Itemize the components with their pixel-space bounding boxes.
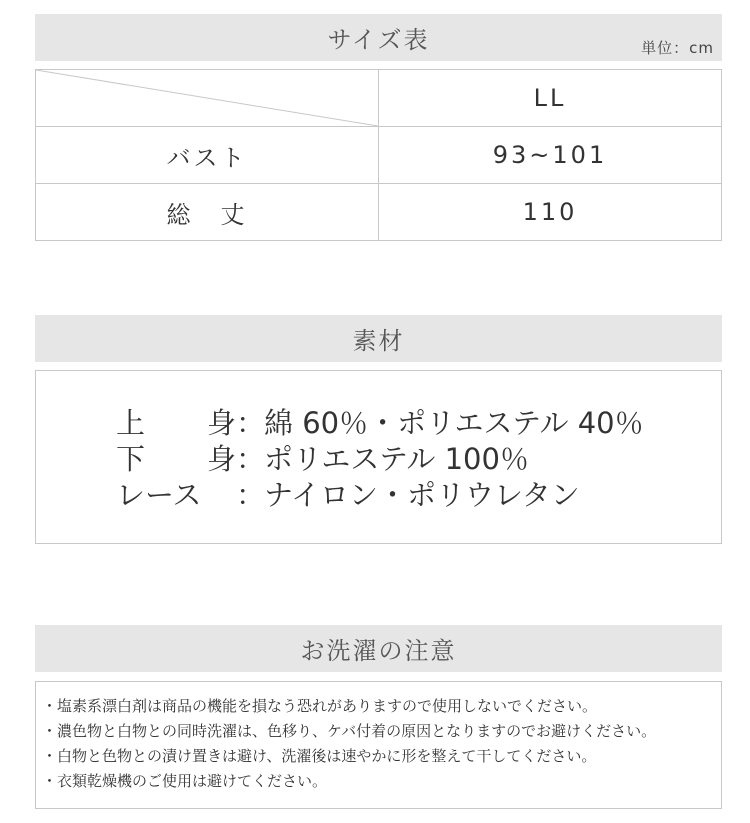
row-value-length: 110 (379, 184, 722, 241)
row-label-length: 総 丈 (36, 184, 379, 241)
care-heading (35, 625, 722, 672)
list-item: ・白物と色物との漬け置きは避け、洗濯後は速やかに形を整えて干してください。 (42, 747, 597, 765)
material-heading (35, 315, 722, 362)
material-title: 素材 (352, 327, 405, 355)
size-table-heading (35, 14, 722, 61)
list-item: ・塩素系漂白剤は商品の機能を損なう恐れがありますので使用しないでください。 (42, 697, 598, 715)
care-notes (42, 694, 656, 794)
material-label-char: 身 (206, 406, 236, 440)
size-column-header: LL (379, 70, 722, 127)
material-item-bottom (116, 441, 644, 477)
list-item: ・衣類乾燥機のご使用は避けてください。 (42, 772, 328, 790)
material-label-char: レース (116, 478, 202, 512)
material-label (116, 405, 236, 441)
material-item-lace (116, 477, 644, 513)
material-value: 綿 60％・ポリエステル 40％ (264, 406, 644, 440)
material-item-top (116, 405, 644, 441)
material-value: ポリエステル 100％ (264, 442, 529, 476)
material-label-char: 下 (116, 442, 146, 476)
material-box (35, 370, 722, 544)
material-value: ナイロン・ポリウレタン (264, 478, 580, 512)
size-table (35, 69, 722, 241)
size-table-corner-cell (36, 70, 379, 127)
care-title: お洗濯の注意 (300, 637, 457, 665)
material-list (116, 405, 644, 513)
unit-label: 単位：cm (641, 39, 714, 57)
material-label-char: 上 (116, 406, 146, 440)
care-box (35, 681, 722, 809)
row-label-bust: バスト (36, 127, 379, 184)
size-table-title: サイズ表 (327, 26, 430, 54)
row-value-bust: 93~101 (379, 127, 722, 184)
material-label (116, 477, 236, 513)
list-item: ・濃色物と白物との同時洗濯は、色移り、ケバ付着の原因となりますのでお避けください。 (42, 722, 657, 740)
size-table-header-row (36, 70, 722, 127)
material-colon: ： (236, 478, 266, 512)
material-colon: ： (236, 442, 266, 476)
material-colon: ： (236, 406, 266, 440)
material-label-char: 身 (206, 442, 236, 476)
table-row (36, 127, 722, 184)
diagonal-line (36, 70, 378, 126)
material-label (116, 441, 236, 477)
table-row (36, 184, 722, 241)
